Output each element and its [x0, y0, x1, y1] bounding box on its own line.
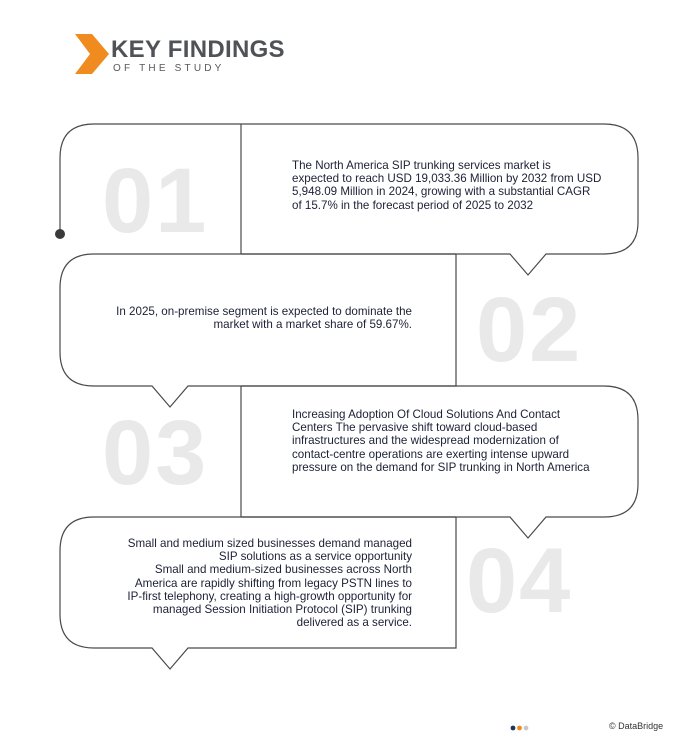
finding-1-line: The North America SIP trunking services market is — [292, 159, 551, 172]
finding-4-line: Small and medium-sized businesses across North — [154, 563, 412, 577]
finding-2-line: In 2025, on-premise segment is expected to dominate the — [116, 305, 412, 318]
finding-3-line: Centers The pervasive shift toward cloud-based — [292, 421, 538, 435]
finding-4-line: SIP solutions as a service opportunity — [218, 550, 412, 564]
finding-4-line: delivered as a service. — [296, 616, 412, 630]
finding-4-line: managed Session Initiation Protocol (SIP) trunking — [152, 603, 412, 617]
finding-3-line: infrastructures and the widespread modernization of — [292, 434, 559, 448]
finding-1-number: 01 — [102, 150, 209, 252]
finding-1-line: expected to reach USD 19,033.36 Million by 2032 from USD — [292, 172, 602, 186]
finding-4-line: IP-first telephony, creating a high-growth opportunity for — [127, 589, 412, 603]
finding-3-line: Increasing Adoption Of Cloud Solutions And Contact — [292, 408, 561, 421]
finding-3-line: contact-centre operations are exerting intense upward — [292, 447, 570, 461]
finding-4-line: America are rapidly shifting from legacy PSTN lines to — [134, 576, 412, 590]
finding-4-number: 04 — [466, 530, 573, 632]
finding-3-line: pressure on the demand for SIP trunking in North America — [292, 460, 590, 474]
finding-2-line: market with a market share of 59.67%. — [213, 318, 412, 332]
finding-1-line: 5,948.09 Million in 2024, growing with a substantial CAGR — [292, 185, 591, 199]
copyright: © DataBridge — [609, 721, 664, 731]
finding-3-text — [292, 408, 590, 474]
finding-2-text — [116, 305, 412, 331]
finding-3-number: 03 — [102, 402, 209, 504]
finding-1-text — [292, 159, 601, 212]
finding-4-text — [127, 537, 412, 629]
finding-4-line: Small and medium sized businesses demand managed — [127, 537, 412, 550]
brand-dots-icon — [510, 724, 530, 732]
finding-2-number: 02 — [476, 279, 583, 381]
page-subtitle: OF THE STUDY — [113, 63, 225, 74]
start-dot — [55, 229, 65, 239]
finding-1-line: of 15.7% in the forecast period of 2025 to 2032 — [292, 198, 534, 212]
page-title: KEY FINDINGS — [111, 36, 285, 63]
